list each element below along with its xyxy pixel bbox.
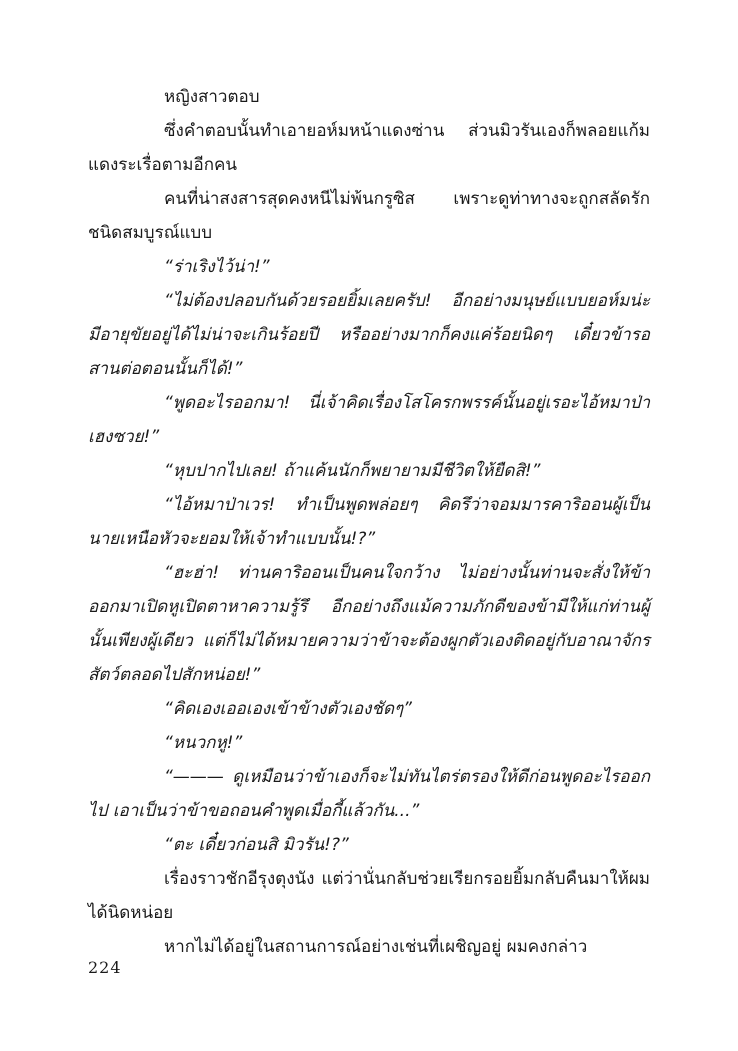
dialogue-line: “ฮะฮ่า! ท่านคาริออนเป็นคนใจกว้าง ไม่อย่างนั้นท่านจะสั่งให้ข้าออกมาเปิดหูเปิดตาหาความรู้รึ อีกอย่างถึงแม้ความภักดีของข้ามีให้แก่ท่านผู้นั้นเพียงผู้เดียว แต่ก็ไม่ได้หมายความว่าข้าจะต้องผูกตัวเองติดอยู่กับอาณาจักรสัตว์ตลอดไปสักหน่อย!”	[88, 563, 650, 685]
paragraph: หญิงสาวตอบ	[164, 87, 260, 107]
paragraph: เรื่องราวชักอีรุงตุงนัง แต่ว่านั่นกลับช่วยเรียกรอยยิ้มกลับคืนมาให้ผมได้นิดหน่อย	[88, 869, 650, 923]
paragraph: คนที่น่าสงสารสุดคงหนีไม่พ้นกรูซิส เพราะดูท่าทางจะถูกสลัดรักชนิดสมบูรณ์แบบ	[88, 189, 650, 243]
dialogue-line: “ตะ เดี๋ยวก่อนสิ มิวรัน!?”	[164, 835, 349, 855]
dialogue-line: “ไอ้หมาป่าเวร! ทำเป็นพูดพล่อยๆ คิดรึว่าจอมมารคาริออนผู้เป็นนายเหนือหัวจะยอมให้เจ้าทำแบบนั้น!?”	[88, 495, 650, 549]
dialogue-line: “ร่าเริงไว้น่า!”	[164, 257, 270, 277]
dialogue-line: “หนวกหู!”	[164, 733, 243, 753]
paragraph: หากไม่ได้อยู่ในสถานการณ์อย่างเช่นที่เผชิญอยู่ ผมคงกล่าว	[164, 937, 588, 957]
dialogue-line: “ไม่ต้องปลอบกันด้วยรอยยิ้มเลยครับ! อีกอย่างมนุษย์แบบยอห์มน่ะมีอายุขัยอยู่ได้ไม่น่าจะเกินร้อยปี หรืออย่างมากก็คงแค่ร้อยนิดๆ เดี๋ยวข้ารอสานต่อตอนนั้นก็ได้!”	[88, 291, 650, 379]
dialogue-line: “คิดเองเออเองเข้าข้างตัวเองชัดๆ”	[164, 699, 412, 719]
paragraph: ซึ่งคำตอบนั้นทำเอายอห์มหน้าแดงซ่าน ส่วนมิวรันเองก็พลอยแก้มแดงระเรื่อตามอีกคน	[88, 121, 650, 175]
dialogue-line: “หุบปากไปเลย! ถ้าแค้นนักก็พยายามมีชีวิตให้ยืดสิ!”	[164, 461, 541, 481]
dialogue-line: “พูดอะไรออกมา! นี่เจ้าคิดเรื่องโสโครกพรรค์นั้นอยู่เรอะไอ้หมาป่าเฮงซวย!”	[88, 393, 650, 447]
body-text	[88, 80, 650, 964]
dialogue-line: “——— ดูเหมือนว่าข้าเองก็จะไม่ทันไตร่ตรองให้ดีก่อนพูดอะไรออกไป เอาเป็นว่าข้าขอถอนคำพูดเมื่อกี้แล้วกัน...”	[88, 767, 650, 821]
page-number: 224	[88, 958, 122, 977]
